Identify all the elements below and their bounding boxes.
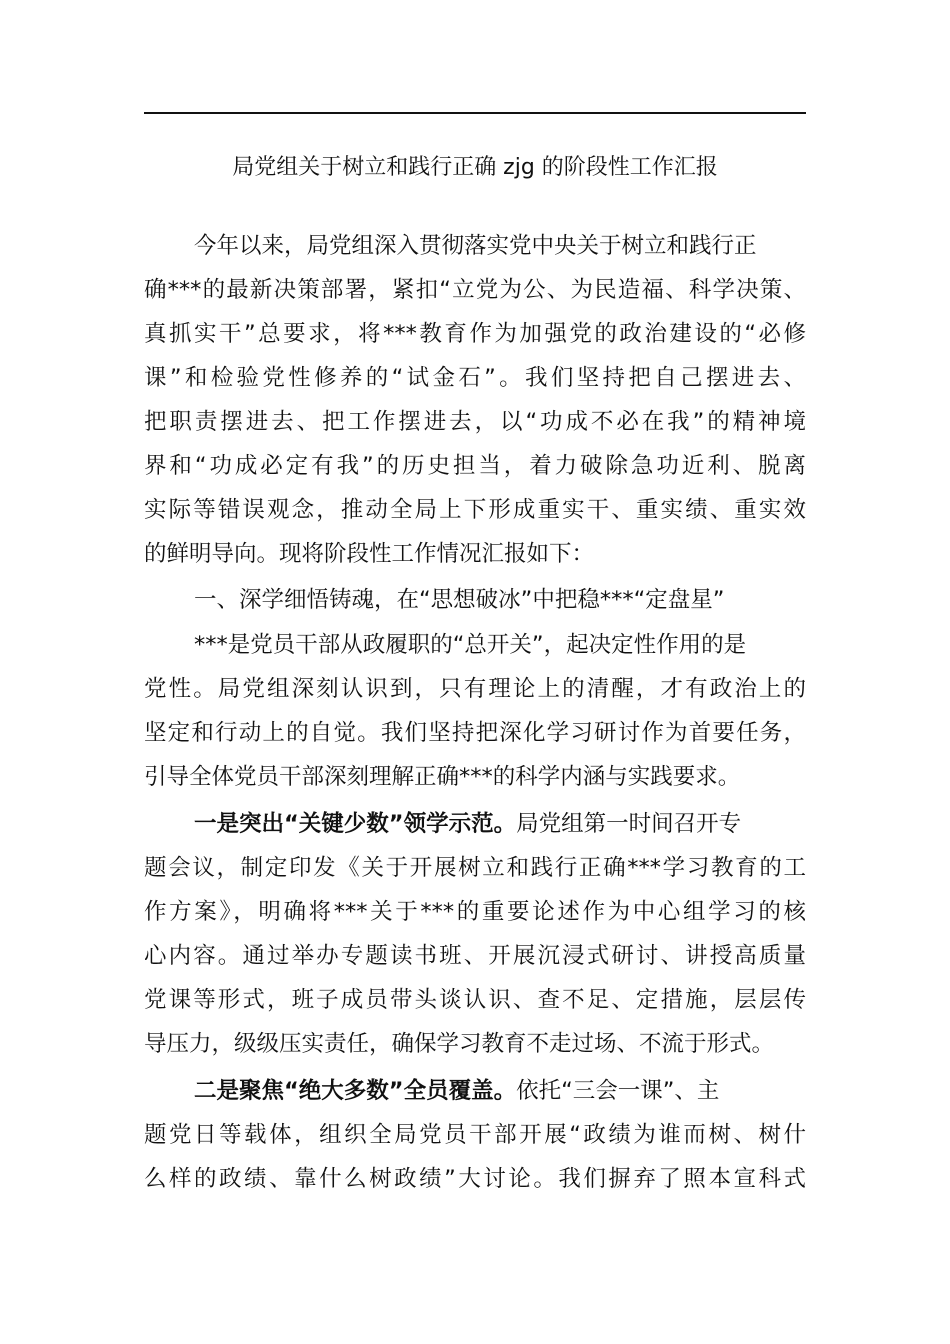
point-two-text: 依托“三会一课”、主 (516, 1078, 720, 1104)
point-one-lead: 一是突出“关键少数”领学示范。 (194, 811, 517, 837)
body-line: 心内容。通过举办专题读书班、开展沉浸式研讨、讲授高质量 (144, 943, 806, 969)
body-line: 实际等错误观念，推动全局上下形成重实干、重实绩、重实效 (144, 497, 806, 523)
body-line: 题党日等载体，组织全局党员干部开展“政绩为谁而树、树什 (144, 1122, 806, 1148)
body-line: 党课等形式，班子成员带头谈认识、查不足、定措施，层层传 (144, 987, 806, 1013)
point-two-line (144, 1071, 806, 1111)
point-one-line (144, 804, 806, 844)
body-line: 今年以来，局党组深入贯彻落实党中央关于树立和践行正 (194, 233, 757, 259)
point-two-lead: 二是聚焦“绝大多数”全员覆盖。 (194, 1078, 517, 1104)
body-line: 导压力，级级压实责任，确保学习教育不走过场、不流于形式。 (144, 1031, 775, 1057)
body-line: 么样的政绩、靠什么树政绩”大讨论。我们摒弃了照本宣科式 (144, 1166, 806, 1192)
body-line: 引导全体党员干部深刻理解正确***的科学内涵与实践要求。 (144, 764, 741, 790)
body-line: ***是党员干部从政履职的“总开关”，起决定性作用的是 (194, 632, 747, 658)
body-line: 界和“功成必定有我”的历史担当，着力破除急功近利、脱离 (144, 453, 806, 479)
body-line: 坚定和行动上的自觉。我们坚持把深化学习研讨作为首要任务， (144, 720, 806, 746)
section-heading: 一、深学细悟铸魂，在“思想破冰”中把稳***“定盘星” (194, 587, 725, 613)
body-line: 的鲜明导向。现将阶段性工作情况汇报如下： (144, 541, 595, 567)
body-line: 作方案》，明确将***关于***的重要论述作为中心组学习的核 (144, 899, 806, 925)
body-line: 党性。局党组深刻认识到，只有理论上的清醒，才有政治上的 (144, 676, 806, 702)
header-rule (144, 112, 806, 114)
body-line: 课”和检验党性修养的“试金石”。我们坚持把自己摆进去、 (144, 365, 806, 391)
body-line: 真抓实干”总要求，将***教育作为加强党的政治建设的“必修 (144, 321, 806, 347)
body-line: 确***的最新决策部署，紧扣“立党为公、为民造福、科学决策、 (144, 277, 806, 303)
body-line: 题会议，制定印发《关于开展树立和践行正确***学习教育的工 (144, 855, 806, 881)
document-title: 局党组关于树立和践行正确 zjg 的阶段性工作汇报 (232, 155, 718, 180)
point-one-text: 局党组第一时间召开专 (516, 811, 742, 837)
body-line: 把职责摆进去、把工作摆进去，以“功成不必在我”的精神境 (144, 409, 806, 435)
